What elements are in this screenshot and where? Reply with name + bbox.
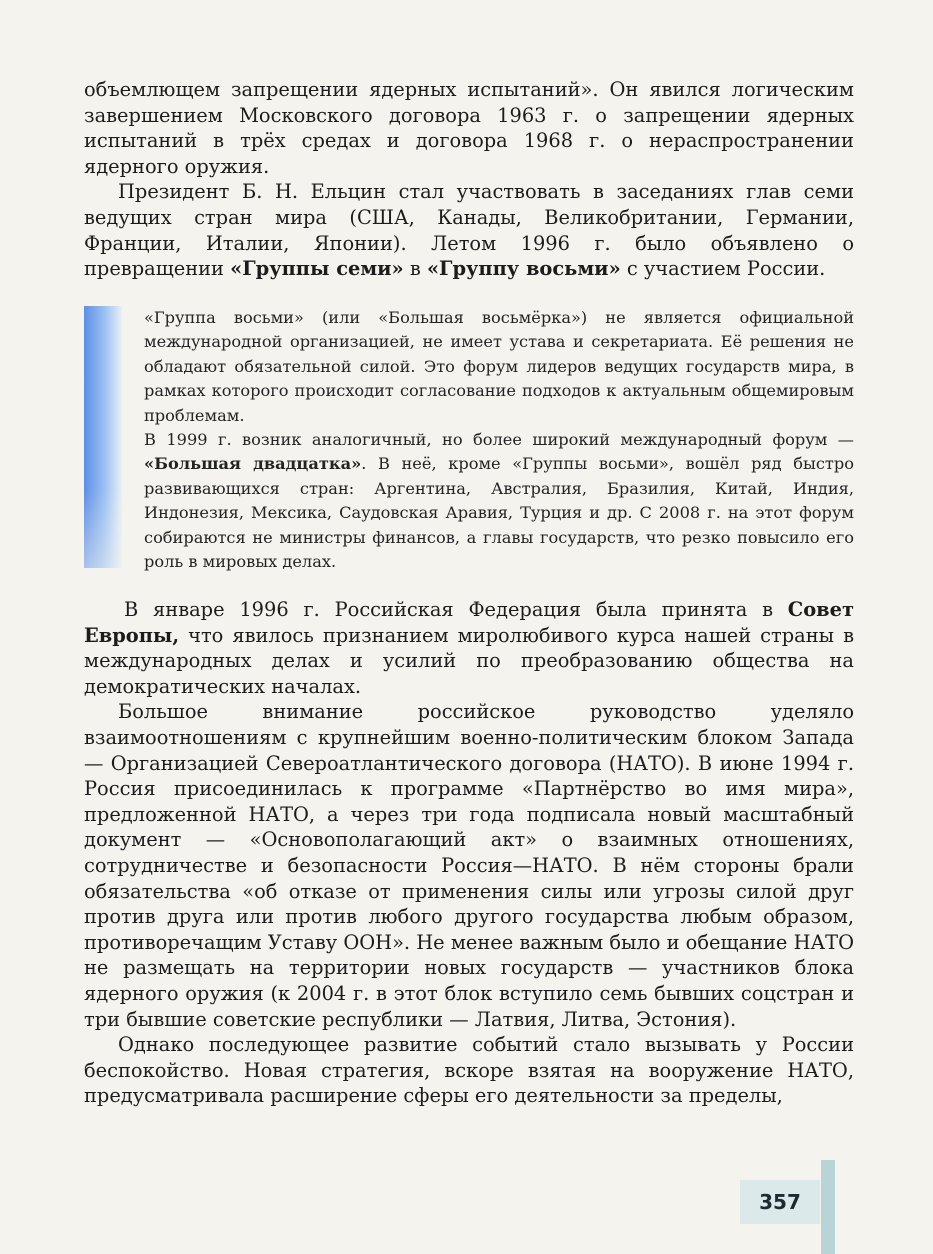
text-fragment: В январе 1996 г. Российская Федерация была принята в bbox=[124, 598, 788, 621]
text-fragment: что явилось признанием миролюбивого курса нашей страны в международных делах и усилий по преобразованию общества на демократических началах. bbox=[84, 623, 854, 698]
text-fragment: в bbox=[403, 257, 427, 281]
info-box-text bbox=[144, 306, 854, 574]
paragraph-nato: Большое внимание российское руководство уделяло взаимоотношениям с крупнейшим военно-политическим блоком Запада — Организацией Североатлантического договора (НАТО). В июне 1994 г. Россия присоединилась к программе «Партнёрство во имя мира», предложенной НАТО, а через три года подписала новый масштабный документ — «Основополагающий акт» о взаимных отношениях, сотрудничестве и безопасности Россия—НАТО. В нём стороны брали обязательства «об отказе от применения силы или угрозы силой друг против друга или против любого другого государства любым образом, противоречащим Уставу ООН». Не менее важным было и обещание НАТО не размещать на территории новых государств — участников блока ядерного оружия (к 2004 г. в этот блок вступило семь бывших соцстран и три бывшие советские республики — Латвия, Литва, Эстония). bbox=[84, 700, 855, 1031]
text-fragment: Президент Б. Н. Ельцин стал участвовать в заседаниях глав семи ведущих стран мира (США, Канады, Великобритании, Германии, Франции, Италии, Японии). Летом 1996 г. было объявлено о превращении bbox=[84, 180, 854, 281]
text-fragment: с участием России. bbox=[620, 257, 826, 281]
paragraph-council-of-europe bbox=[84, 597, 854, 699]
info-box bbox=[84, 306, 854, 572]
top-text bbox=[84, 77, 854, 282]
term-group-of-seven: «Группы семи» bbox=[230, 257, 404, 281]
paragraph-group-of-seven bbox=[84, 179, 854, 281]
term-big-twenty: «Большая двадцатка» bbox=[144, 454, 362, 474]
term-group-of-eight: «Группу восьми» bbox=[426, 257, 621, 281]
term-council-of-europe: Совет Европы, bbox=[84, 598, 854, 647]
text-fragment: В 1999 г. возник аналогичный, но более широкий международный форум — bbox=[144, 430, 854, 450]
paragraph-nato-strategy: Однако последующее развитие событий стало вызывать у России беспокойство. Новая стратегия, вскоре взятая на вооружение НАТО, предусматривала расширение сферы его деятельности за пределы, bbox=[84, 1033, 854, 1108]
info-paragraph-g8: «Группа восьми» (или «Большая восьмёрка») не является официальной международной организацией, не имеет устава и секретариата. Её решения не обладают обязательной силой. Это форум лидеров ведущих государств мира, в рамках которого происходит согласование подходов к актуальным общемировым проблемам. bbox=[144, 308, 854, 425]
info-box-accent-bar bbox=[84, 306, 122, 568]
bottom-text bbox=[84, 597, 854, 1109]
page-edge-rule bbox=[821, 1160, 835, 1254]
text-fragment: . В неё, кроме «Группы восьми», вошёл ряд быстро развивающихся стран: Аргентина, Австралия, Бразилия, Китай, Индия, Индонезия, Мексика, Саудовская Аравия, Турция и др. С 2008 г. на этот форум собираются не министры финансов, а главы государств, что резко повысило его роль в мировых делах. bbox=[144, 454, 854, 572]
info-paragraph-g20 bbox=[144, 428, 854, 574]
page-number: 357 bbox=[740, 1180, 820, 1224]
paragraph-nuclear-ban: объемлющем запрещении ядерных испытаний». Он явился логическим завершением Московского договора 1963 г. о запрещении ядерных испытаний в трёх средах и договора 1968 г. о нераспространении ядерного оружия. bbox=[84, 78, 854, 178]
